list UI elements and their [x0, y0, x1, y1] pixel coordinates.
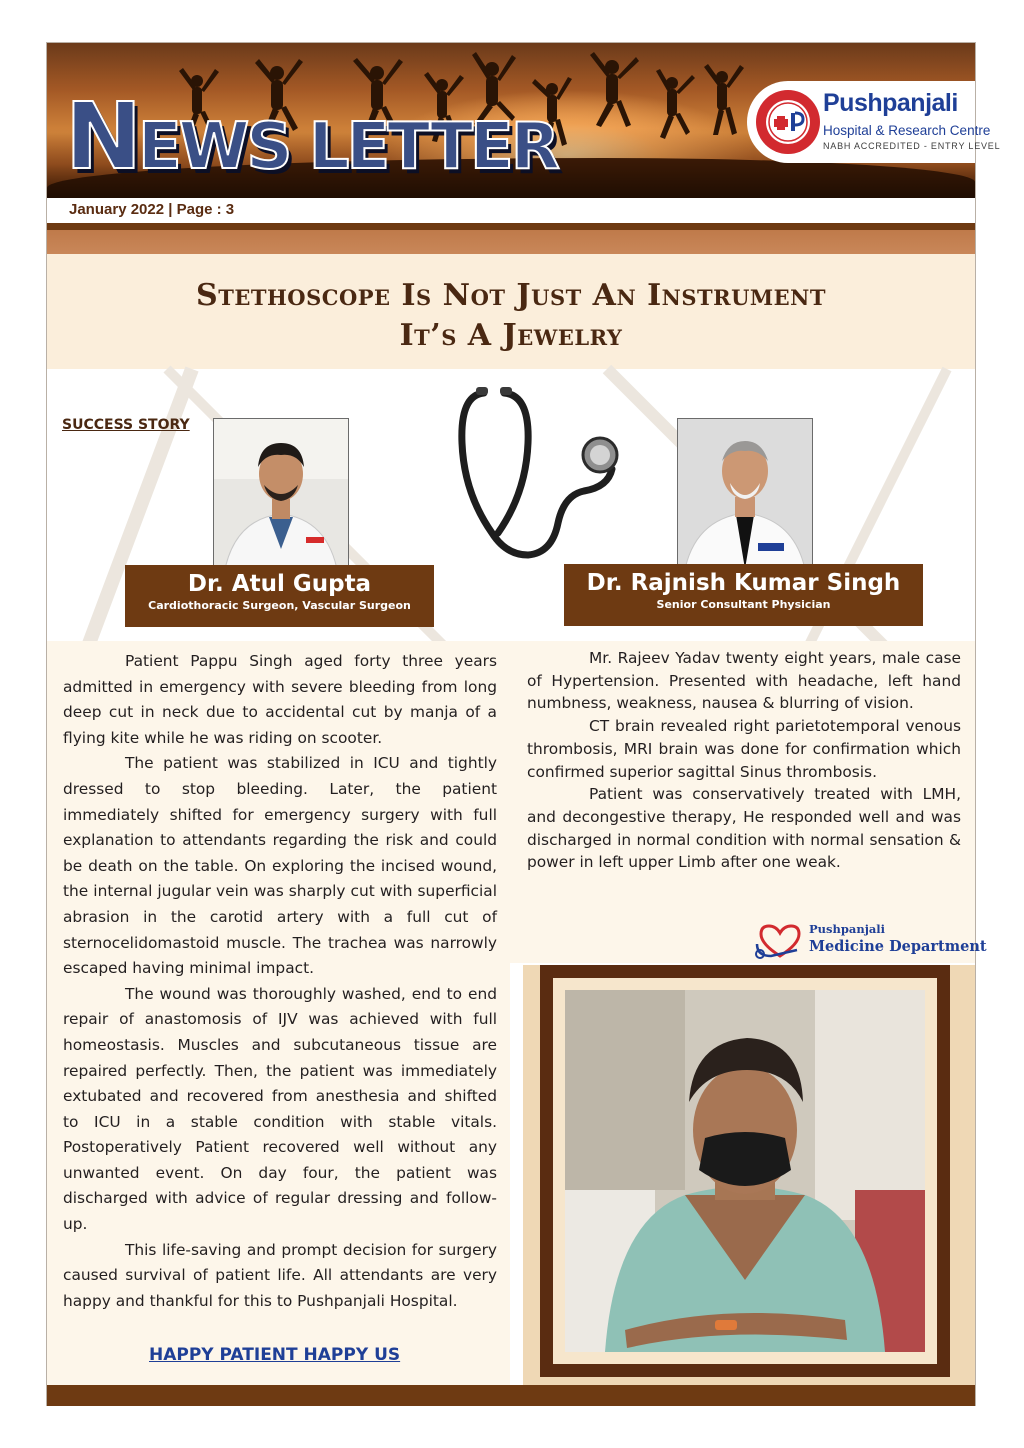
section-label: SUCCESS STORY — [62, 417, 190, 433]
right-story-paragraph-1: Mr. Rajeev Yadav twenty eight years, male case of Hypertension. Presented with headache, left hand numbness, weakness, nausea & blurring of vision. — [527, 649, 961, 713]
doctor-card-atul-gupta — [125, 565, 434, 627]
header-rule-light — [47, 230, 975, 254]
patient-photo — [565, 990, 925, 1352]
title-initial: N — [65, 83, 138, 190]
heart-stethoscope-icon — [753, 922, 807, 960]
hospital-name: Pushpanjali — [823, 89, 958, 117]
doctor-portrait-icon — [678, 419, 812, 574]
right-story-paragraph-3: Patient was conservatively treated with LMH, and decongestive therapy, He responded well and was discharged in normal condition with normal sensation & power in left upper Limb after one weak. — [527, 785, 961, 872]
doctor-name: Dr. Atul Gupta — [187, 571, 372, 597]
doctor-photo-rajnish-kumar-singh — [677, 418, 813, 575]
department-logo-top: Pushpanjali — [809, 922, 886, 936]
doctor-name: Dr. Rajnish Kumar Singh — [586, 570, 901, 596]
closing-tagline: HAPPY PATIENT HAPPY US — [149, 1345, 401, 1365]
department-logo-name: Medicine Department — [809, 938, 987, 955]
doctor-photo-atul-gupta — [213, 418, 349, 575]
article-title-line-1: Stethoscope Is Not Just An Instrument — [196, 278, 826, 313]
left-story-paragraph-4: This life-saving and prompt decision for surgery caused survival of patient life. All attendants are very happy and thankful for this to Pushpanjali Hospital. — [63, 1240, 497, 1310]
left-story-text — [63, 649, 497, 1314]
issue-line — [69, 201, 234, 218]
left-story-paragraph-3: The wound was thoroughly washed, end to end repair of anastomosis of IJV was achieved with full homeostasis. Muscles and subcutaneous tissue are repaired perfectly. Then, the patient was immediately extubated and recovered from anesthesia and shifted to ICU in a stable condition with stable vitals. Postoperatively Patient recovered well without any unwanted event. On day four, the patient was discharged with advice of regular dressing and follow-up. — [63, 984, 497, 1234]
doctor-portrait-icon — [214, 419, 348, 574]
left-story-paragraph-2: The patient was stabilized in ICU and tightly dressed to stop bleeding. Later, the patient immediately shifted for emergency surgery with full explanation to attendants regarding the risk and could be death on the table. On exploring the incised wound, the internal jugular vein was sharply cut with superficial abrasion in the carotid artery with a full cut of sternocelidomastoid muscle. The trachea was narrowly escaped having minimal impact. — [63, 754, 497, 978]
stethoscope-icon — [442, 383, 652, 573]
title-rest: EWS LETTER — [138, 110, 557, 184]
page-number: Page : 3 — [176, 201, 235, 218]
newsletter-page — [46, 42, 1001, 1406]
newsletter-title — [65, 83, 557, 190]
doctor-card-rajnish-kumar-singh — [564, 564, 923, 626]
header-banner — [47, 43, 1001, 198]
article-title-line-2: It’s A Jewelry — [399, 318, 623, 353]
article-title-panel — [47, 254, 975, 369]
hospital-accreditation: NABH ACCREDITED - ENTRY LEVEL — [823, 141, 1001, 151]
left-story-paragraph-1: Patient Pappu Singh aged forty three years admitted in emergency with severe bleeding from long deep cut in neck due to accidental cut by manja of a flying kite while he was riding on scooter. — [63, 652, 497, 747]
hospital-subtitle: Hospital & Research Centre — [823, 123, 991, 138]
header-rule-dark — [47, 223, 975, 230]
issue-separator: | — [168, 201, 173, 218]
right-story-paragraph-2: CT brain revealed right parietotemporal venous thrombosis, MRI brain was done for confirmation which confirmed superior sagittal Sinus thrombosis. — [527, 717, 961, 781]
doctor-role: Senior Consultant Physician — [656, 598, 831, 611]
right-story-text — [527, 647, 961, 874]
issue-date: January 2022 — [69, 201, 165, 218]
medicine-department-logo — [753, 922, 987, 960]
footer-bar — [47, 1385, 975, 1406]
hospital-seal-icon — [755, 89, 821, 155]
hospital-logo — [747, 81, 1001, 163]
patient-portrait-icon — [565, 990, 925, 1352]
doctor-role: Cardiothoracic Surgeon, Vascular Surgeon — [148, 599, 411, 612]
